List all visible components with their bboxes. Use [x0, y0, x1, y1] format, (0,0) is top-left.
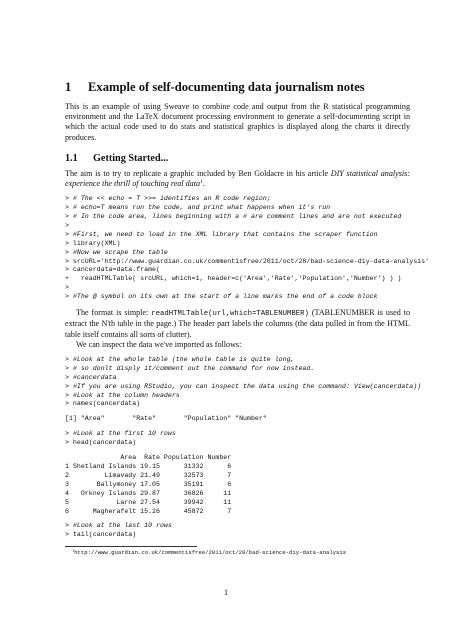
format-text-before: The format is simple:	[76, 308, 149, 318]
section-heading	[65, 80, 410, 95]
format-paragraph	[65, 308, 410, 340]
code-line: > #The @ symbol on its own at the start of a line marks the end of a code block	[65, 293, 378, 301]
subsection-number: 1.1	[65, 152, 78, 164]
subsection-heading	[65, 152, 410, 165]
page-number: 1	[223, 588, 229, 597]
code-line: > names(cancerdata)	[65, 400, 141, 408]
section-title: Example of self-documenting data journalism notes	[88, 80, 365, 94]
subsection-title: Getting Started...	[93, 152, 169, 164]
table-row: 1 Shetland Islands 19.15 31332 6	[65, 462, 232, 470]
table-row: 4 Orkney Islands 29.87 36826 11	[65, 489, 232, 497]
code-block-scrape	[65, 195, 430, 302]
code-line: > # so donlt disply it/comment out the command for now instead.	[65, 364, 315, 372]
aim-paragraph	[65, 169, 410, 189]
main-column	[65, 80, 430, 546]
code-line: > library(XML)	[65, 239, 121, 247]
table-row: 6 Magherafelt 15.26 45872 7	[65, 507, 232, 515]
footnote-url: http://www.guardian.co.uk/commentisfree/2011/oct/28/bad-science-diy-data-analysis	[74, 549, 347, 556]
table-row: 2 Limavady 21.49 32573 7	[65, 471, 232, 479]
code-line: > #cancerdata	[65, 373, 117, 381]
aim-end: .	[202, 179, 205, 189]
table-row: 3 Ballymoney 17.05 35191 6	[65, 480, 232, 488]
code-line: > #Look at the last 10 rows	[65, 522, 172, 530]
code-block-tail	[65, 522, 410, 540]
code-line: > #First, we need to load in the XML library that contains the scraper function	[65, 230, 378, 238]
code-block-head	[65, 430, 410, 448]
code-line: > # The << echo = T >>= identifies an R code region;	[65, 195, 271, 203]
footnote-rule	[65, 546, 197, 547]
inspect-paragraph: We can inspect the data we've imported as follows:	[76, 339, 242, 349]
code-line: + readHTMLTable( srcURL, which=1, header=c('Area','Rate','Population','Number') ) )	[65, 275, 402, 283]
format-inline-code: readHTMLTable(url,which=TABLENUMBER)	[151, 310, 309, 319]
names-output	[65, 415, 410, 424]
footnote	[72, 549, 346, 557]
code-line: > cancerdata=data.frame(	[65, 266, 160, 274]
code-line: > srcURL='http://www.guardian.co.uk/commentisfree/2011/oct/28/bad-science-diy-data-analysis'	[65, 257, 430, 265]
code-line: > tail(cancerdata)	[65, 531, 137, 539]
code-line: > #Now we scrape the table	[65, 248, 168, 256]
head-output-table	[65, 454, 410, 516]
aim-text: The aim is to try to replicate a graphic included by Ben Goldacre in his article	[65, 168, 329, 178]
code-line: > # In the code area, lines beginning with a # are comment lines and are not executed	[65, 213, 402, 221]
section-number: 1	[65, 80, 72, 94]
format-text-middle: (TABLENUMBER is used to extract the N'th table in the page.) The header part labels the columns (the data pulled in from the HTML table itself contains all sorts of clutter).	[65, 308, 410, 339]
article-title: DIY statistical analysis: experience the thrill of touching real data	[65, 168, 410, 189]
code-block-inspect	[65, 355, 422, 409]
code-line: >	[65, 284, 69, 292]
code-line: >	[65, 221, 69, 229]
code-line: > #Look at the whole table (the whole table is quite long,	[65, 355, 295, 363]
output-line: [1] "Area" "Rate" "Population" "Number"	[65, 415, 267, 423]
footnote-mark: 1	[200, 179, 203, 186]
code-line: > #If you are using RStudio, you can inspect the data using the command: View(cancerdata))	[65, 382, 422, 390]
table-row: 5 Larne 27.54 39942 11	[65, 498, 232, 506]
intro-paragraph: This is an example of using Sweave to combine code and output from the R statistical programming environment and the LaTeX document processing environment to generate a self-documenting script in which the actual code used to do stats and statistical graphics is displayed along the charts it directly produces.	[65, 102, 410, 142]
footnote-number: 1	[72, 548, 75, 553]
code-line: > #Look at the column headers	[65, 391, 180, 399]
code-line: > head(cancerdata)	[65, 439, 137, 447]
code-line: > #Look at the first 10 rows	[65, 430, 176, 438]
code-line: > # echo=T means run the code, and print what happens when it's run	[65, 204, 331, 212]
table-header: Area Rate Population Number	[65, 454, 232, 462]
